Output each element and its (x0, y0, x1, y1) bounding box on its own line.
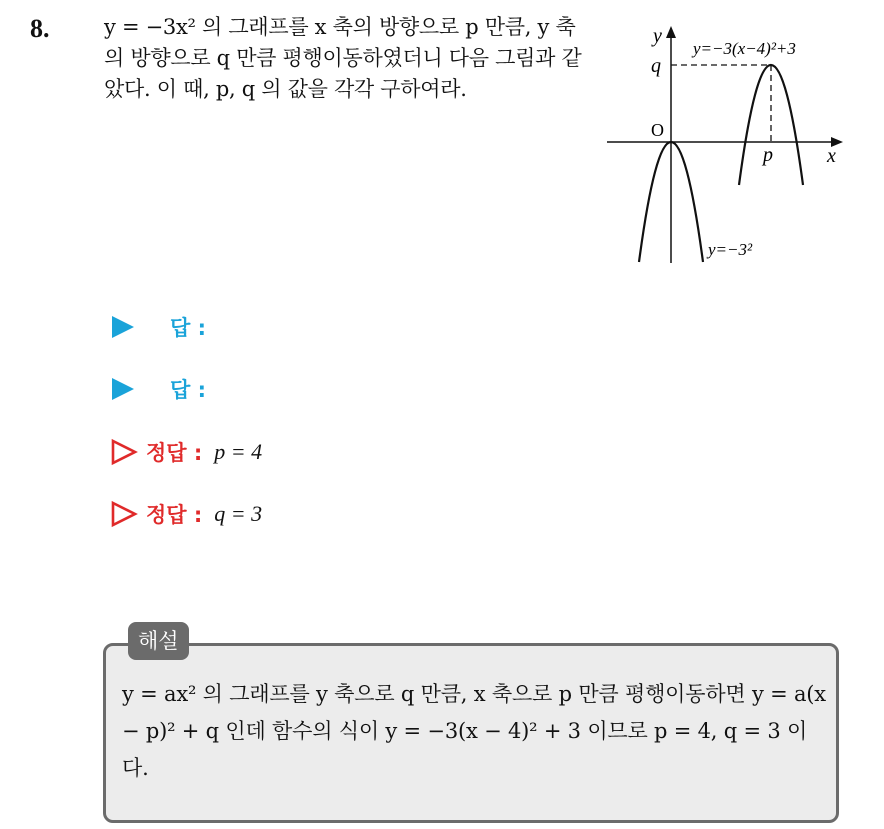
question-text: y = −3x² 의 그래프를 x 축의 방향으로 p 만큼, y 축의 방향으로 q 만큼 평행이동하였더니 다음 그림과 같았다. 이 때, p, q 의 값을 각각 구하여라. (104, 15, 582, 101)
answer-row-1 (110, 312, 206, 342)
y-axis-label: y (653, 25, 662, 47)
y-axis-arrow (666, 26, 676, 38)
correct-label-1: 정답 : (146, 441, 203, 465)
answer-row-2 (110, 374, 206, 404)
explanation-text: y = ax² 의 그래프를 y 축으로 q 만큼, x 축으로 p 만큼 평행이동하면 y = a(x − p)² + q 인데 함수의 식이 y = −3(x − 4)² + 3 이므로 p = 4, q = 3 이다. (122, 682, 826, 780)
curve1-label: y=−3(x−4)²+3 (693, 39, 796, 58)
x-axis-label: x (827, 145, 836, 167)
parabola-graph (605, 18, 845, 268)
filled-triangle-icon (110, 314, 136, 340)
origin-label: O (651, 120, 664, 140)
correct-answer-row-2 (110, 499, 262, 529)
q-label: q (651, 55, 661, 77)
correct-value-2: q = 3 (214, 501, 263, 526)
answer-label-2: 답 : (170, 378, 206, 402)
filled-triangle-icon (110, 376, 136, 402)
correct-answer-row-1 (110, 437, 262, 467)
correct-value-1: p = 4 (214, 439, 263, 464)
outline-triangle-icon (110, 438, 138, 466)
outline-triangle-icon (110, 500, 138, 528)
answer-label-1: 답 : (170, 316, 206, 340)
correct-label-2: 정답 : (146, 503, 203, 527)
explanation-tag: 해설 (128, 622, 189, 660)
question-number: 8. (30, 14, 50, 43)
p-label: p (763, 144, 773, 166)
curve2-label: y=−3² (708, 240, 753, 259)
